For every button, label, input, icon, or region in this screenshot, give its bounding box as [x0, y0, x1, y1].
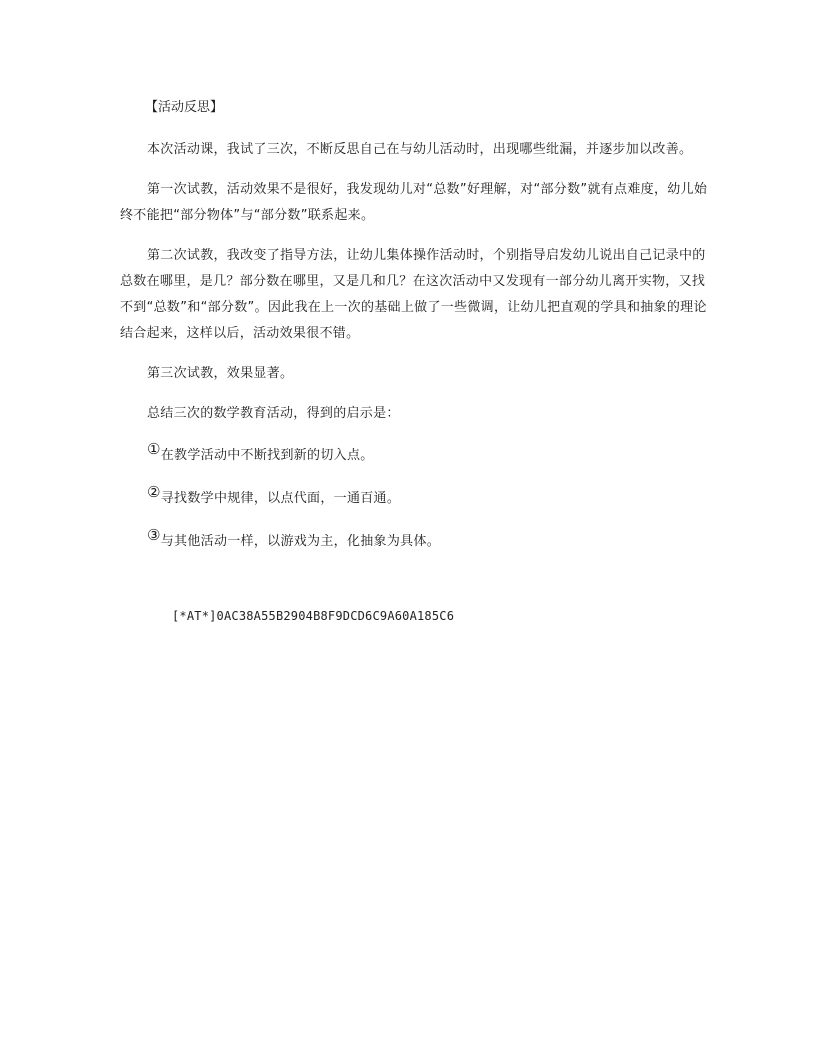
- list-item-text: 与其他活动一样，以游戏为主，化抽象为具体。: [160, 534, 441, 549]
- list-item: [120, 441, 710, 469]
- document-body: [120, 95, 710, 570]
- paragraph-first-trial: 第一次试教，活动效果不是很好，我发现幼儿对“总数”好理解，对“部分数”就有点难度，幼儿始终不能把“部分物体”与“部分数”联系起来。: [120, 182, 708, 223]
- list-marker-3: ③: [147, 526, 161, 544]
- list-item-text: 在教学活动中不断找到新的切入点。: [160, 448, 374, 463]
- section-heading: 【活动反思】: [145, 100, 224, 115]
- document-code: [*AT*]0AC38A55B2904B8F9DCD6C9A60A185C6: [172, 609, 455, 623]
- list-item: [120, 484, 710, 512]
- paragraph-intro: 本次活动课，我试了三次，不断反思自己在与幼儿活动时，出现哪些纰漏，并逐步加以改善。: [147, 142, 693, 157]
- paragraph-second-trial: 第二次试教，我改变了指导方法，让幼儿集体操作活动时，个别指导启发幼儿说出自己记录中的总数在哪里，是几？部分数在哪里，又是几和几？在这次活动中又发现有一部分幼儿离开实物，又找不到“总数”和“部分数”。因此我在上一次的基础上做了一些微调，让幼儿把直观的学具和抽象的理论结合起来，这样以后，活动效果很不错。: [120, 248, 707, 341]
- list-item: [120, 527, 710, 555]
- list-item-text: 寻找数学中规律，以点代面，一通百通。: [160, 491, 401, 506]
- list-marker-2: ②: [147, 483, 161, 501]
- paragraph-summary: 总结三次的数学教育活动，得到的启示是：: [147, 406, 400, 421]
- paragraph-third-trial: 第三次试教，效果显著。: [147, 366, 294, 381]
- list-marker-1: ①: [147, 440, 161, 458]
